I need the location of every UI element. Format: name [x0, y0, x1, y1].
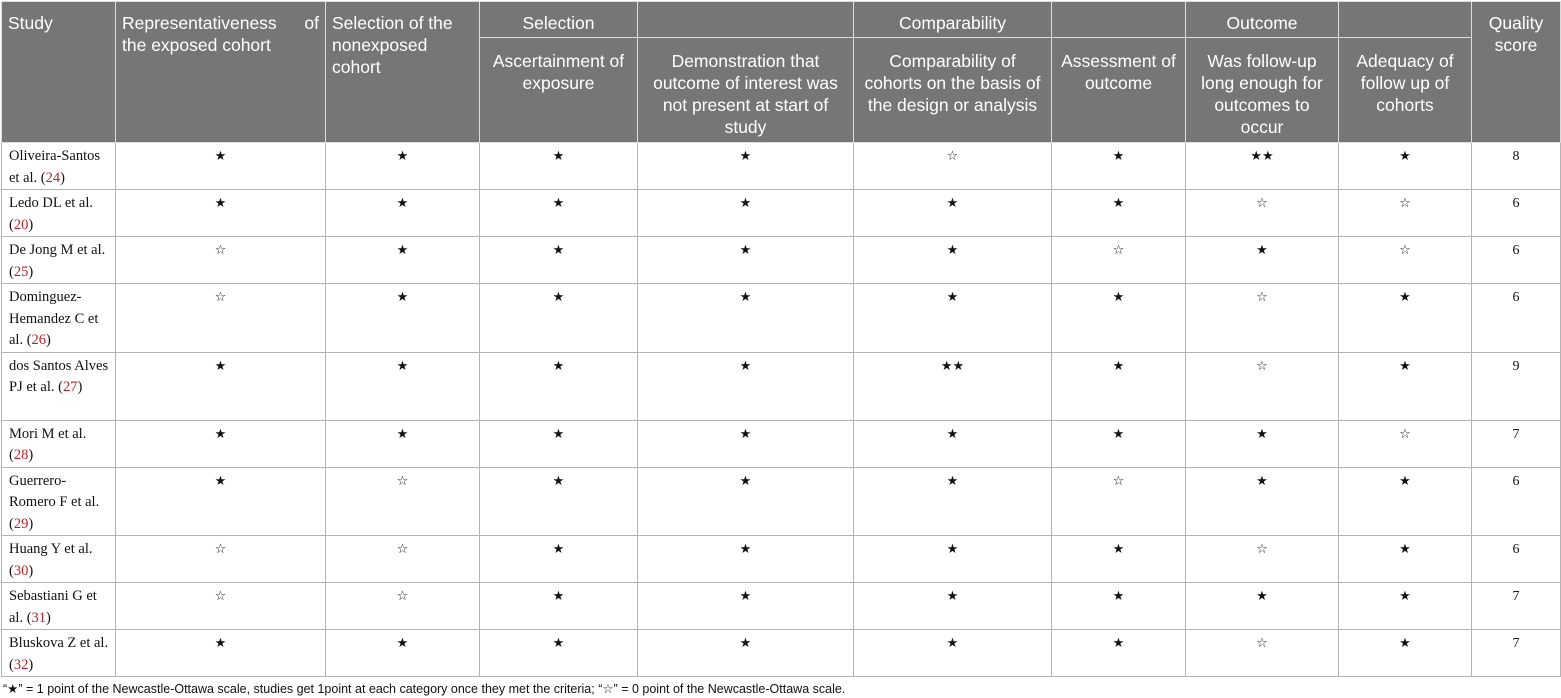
rating-cell — [638, 420, 854, 467]
star-icon: ★ — [1112, 149, 1125, 164]
rating-cell — [480, 284, 638, 353]
star-icon: ★ — [1256, 589, 1268, 604]
study-cell — [2, 143, 116, 190]
star-icon: ★ — [214, 358, 227, 374]
reference-link[interactable]: 32 — [13, 656, 29, 673]
rating-cell — [854, 190, 1052, 237]
quality-score-cell: 9 — [1472, 352, 1561, 420]
rating-cell — [638, 583, 854, 630]
table-row — [2, 143, 1561, 190]
star-icon: ★ — [739, 196, 752, 211]
rating-cell — [1339, 190, 1472, 237]
star-icon: ☆ — [214, 589, 227, 604]
star-icon: ★ — [1112, 636, 1125, 651]
star-icon: ★ — [552, 426, 565, 442]
star-icon: ☆ — [396, 473, 409, 489]
study-cell — [2, 467, 116, 536]
star-icon: ★ — [1256, 243, 1268, 258]
rating-cell — [1339, 420, 1472, 467]
star-icon: ★ — [739, 358, 752, 374]
rating-cell — [326, 237, 480, 284]
star-icon: ★ — [946, 290, 959, 305]
star-icon: ★ — [396, 636, 409, 651]
star-icon: ☆ — [214, 243, 227, 258]
rating-cell — [326, 190, 480, 237]
rating-cell — [1052, 237, 1186, 284]
table-row — [2, 630, 1561, 677]
star-icon: ★ — [552, 636, 565, 651]
rating-cell — [1186, 352, 1339, 420]
star-icon: ☆ — [946, 149, 959, 164]
rating-cell — [638, 190, 854, 237]
star-icon: ★ — [396, 149, 409, 164]
rating-cell — [326, 583, 480, 630]
star-icon: ☆ — [1399, 243, 1411, 258]
star-icon: ★ — [1399, 542, 1411, 557]
star-icon: ★ — [214, 196, 227, 211]
ref-close: ) — [28, 515, 34, 532]
rating-cell — [854, 536, 1052, 583]
star-icon: ★ — [946, 243, 959, 258]
quality-score-cell: 7 — [1472, 420, 1561, 467]
reference-link[interactable]: 25 — [13, 263, 29, 280]
star-icon: ★ — [396, 290, 409, 305]
quality-score-cell: 6 — [1472, 536, 1561, 583]
star-icon: ★★ — [1250, 149, 1274, 164]
rating-cell — [480, 536, 638, 583]
ref-close: ) — [28, 263, 34, 280]
rating-cell — [116, 143, 326, 190]
rating-cell — [1052, 467, 1186, 536]
star-icon: ★ — [946, 636, 959, 651]
reference-link[interactable]: 24 — [45, 169, 61, 186]
table-row — [2, 237, 1561, 284]
rating-cell — [1339, 583, 1472, 630]
rating-cell — [1052, 143, 1186, 190]
table-row — [2, 420, 1561, 467]
reference-link[interactable]: 31 — [31, 609, 47, 626]
rating-cell — [116, 420, 326, 467]
rating-cell — [116, 190, 326, 237]
star-icon: ☆ — [396, 542, 409, 557]
rating-cell — [116, 630, 326, 677]
header-study: Study — [2, 2, 116, 143]
rating-cell — [480, 190, 638, 237]
rating-cell — [638, 284, 854, 353]
rating-cell — [326, 420, 480, 467]
rating-cell — [480, 630, 638, 677]
rating-cell — [326, 630, 480, 677]
ref-close: ) — [60, 169, 65, 186]
header-representativeness: Representativeness of the exposed cohort — [116, 2, 326, 143]
rating-cell — [1052, 352, 1186, 420]
rating-cell — [854, 237, 1052, 284]
header-blank-1 — [638, 2, 854, 38]
star-icon: ★ — [552, 358, 565, 374]
star-icon: ★ — [552, 290, 565, 305]
star-icon: ★ — [396, 426, 409, 442]
star-icon: ☆ — [1399, 426, 1411, 442]
rating-cell — [116, 467, 326, 536]
study-cell — [2, 237, 116, 284]
study-name: Mori M et al. ( — [9, 425, 87, 463]
header-comparability-group: Comparability — [854, 2, 1052, 38]
star-icon: ★ — [1112, 426, 1125, 442]
star-icon: ☆ — [214, 290, 227, 305]
study-name: Ledo DL et al. ( — [9, 195, 94, 233]
study-cell — [2, 536, 116, 583]
star-icon: ★ — [1112, 358, 1125, 374]
study-name: Guerrero-Romero F et al. ( — [9, 472, 100, 532]
rating-cell — [1186, 420, 1339, 467]
star-icon: ☆ — [1112, 243, 1125, 258]
header-ascertainment: Ascertainment of exposure — [480, 38, 638, 143]
star-icon: ★ — [946, 589, 959, 604]
header-assessment: Assessment of outcome — [1052, 38, 1186, 143]
quality-score-cell: 6 — [1472, 190, 1561, 237]
rating-cell — [1186, 536, 1339, 583]
rating-cell — [638, 630, 854, 677]
rating-cell — [1186, 583, 1339, 630]
rating-cell — [1186, 190, 1339, 237]
star-icon: ★ — [739, 149, 752, 164]
ref-close: ) — [46, 609, 51, 626]
rating-cell — [116, 352, 326, 420]
star-icon: ★ — [1112, 542, 1125, 557]
ref-close: ) — [28, 562, 34, 579]
rating-cell — [1339, 536, 1472, 583]
quality-score-cell: 8 — [1472, 143, 1561, 190]
rating-cell — [854, 467, 1052, 536]
star-icon: ★ — [552, 243, 565, 258]
quality-score-cell: 6 — [1472, 467, 1561, 536]
star-icon: ★ — [739, 542, 752, 557]
rating-cell — [480, 143, 638, 190]
rating-cell — [480, 420, 638, 467]
star-icon: ★ — [739, 426, 752, 442]
header-quality-score: Quality score — [1472, 2, 1561, 143]
star-icon: ☆ — [214, 542, 227, 557]
study-cell — [2, 583, 116, 630]
star-icon: ★ — [1112, 589, 1125, 604]
study-name: Sebastiani G et al. ( — [9, 588, 97, 626]
rating-cell — [1339, 467, 1472, 536]
star-icon: ☆ — [1256, 290, 1268, 305]
star-icon: ★ — [552, 473, 565, 489]
star-icon: ★ — [1399, 290, 1411, 305]
header-selection-nonexposed: Selection of the nonexposed cohort — [326, 2, 480, 143]
star-icon: ★ — [396, 196, 409, 211]
star-icon: ★ — [1399, 358, 1411, 374]
quality-assessment-table — [1, 1, 1561, 677]
reference-link[interactable]: 26 — [31, 332, 47, 348]
rating-cell — [638, 467, 854, 536]
rating-cell — [854, 284, 1052, 353]
study-cell — [2, 630, 116, 677]
reference-link[interactable]: 27 — [62, 379, 78, 395]
rating-cell — [638, 352, 854, 420]
ref-close: ) — [28, 656, 34, 673]
reference-link[interactable]: 30 — [13, 562, 29, 579]
star-icon: ★ — [396, 358, 409, 374]
rating-cell — [1339, 352, 1472, 420]
reference-link[interactable]: 29 — [13, 515, 29, 532]
star-icon: ★ — [1399, 589, 1411, 604]
star-icon: ★ — [946, 473, 959, 489]
study-name: Oliveira-Santos et al. ( — [9, 148, 101, 186]
rating-cell — [1339, 237, 1472, 284]
star-icon: ☆ — [1256, 542, 1268, 557]
star-icon: ★ — [552, 149, 565, 164]
rating-cell — [854, 420, 1052, 467]
table-row — [2, 583, 1561, 630]
header-follow-up-length: Was follow-up long enough for outcomes to occur — [1186, 38, 1339, 143]
rating-cell — [1052, 284, 1186, 353]
study-cell — [2, 420, 116, 467]
table-row — [2, 190, 1561, 237]
star-icon: ★★ — [940, 358, 965, 374]
rating-cell — [638, 143, 854, 190]
quality-score-cell: 6 — [1472, 237, 1561, 284]
reference-link[interactable]: 20 — [13, 216, 29, 233]
rating-cell — [1186, 467, 1339, 536]
star-icon: ★ — [946, 426, 959, 442]
star-icon: ★ — [214, 426, 227, 442]
study-name: De Jong M et al. ( — [9, 242, 106, 280]
study-cell — [2, 352, 116, 420]
rating-cell — [480, 352, 638, 420]
header-demonstration: Demonstration that outcome of interest was not present at start of study — [638, 38, 854, 143]
rating-cell — [854, 143, 1052, 190]
star-icon: ☆ — [1399, 196, 1411, 211]
star-icon: ☆ — [396, 589, 409, 604]
star-icon: ★ — [1399, 149, 1411, 164]
rating-cell — [1339, 143, 1472, 190]
star-icon: ★ — [1256, 473, 1268, 489]
rating-cell — [1052, 630, 1186, 677]
star-icon: ☆ — [1112, 473, 1125, 489]
rating-cell — [1052, 420, 1186, 467]
rating-cell — [1186, 284, 1339, 353]
rating-cell — [116, 237, 326, 284]
reference-link[interactable]: 28 — [13, 447, 29, 463]
rating-cell — [638, 536, 854, 583]
star-icon: ☆ — [1256, 196, 1268, 211]
ref-close: ) — [28, 447, 34, 463]
ref-close: ) — [46, 332, 51, 348]
rating-cell — [480, 237, 638, 284]
header-blank-2 — [1052, 2, 1186, 38]
rating-cell — [638, 237, 854, 284]
rating-cell — [326, 352, 480, 420]
rating-cell — [326, 284, 480, 353]
rating-cell — [326, 143, 480, 190]
star-icon: ★ — [739, 589, 752, 604]
ref-close: ) — [77, 379, 83, 395]
rating-cell — [1186, 237, 1339, 284]
quality-score-cell: 7 — [1472, 630, 1561, 677]
table-row — [2, 284, 1561, 353]
table-row — [2, 536, 1561, 583]
study-name: Huang Y et al. ( — [9, 541, 93, 579]
star-icon: ★ — [946, 196, 959, 211]
header-comparability-basis: Comparability of cohorts on the basis of the design or analysis — [854, 38, 1052, 143]
rating-cell — [854, 583, 1052, 630]
rating-cell — [1052, 536, 1186, 583]
table-row — [2, 352, 1561, 420]
star-icon: ★ — [552, 589, 565, 604]
star-icon: ★ — [1399, 636, 1411, 651]
header-selection-group: Selection — [480, 2, 638, 38]
ref-close: ) — [28, 216, 34, 233]
star-icon: ☆ — [1256, 636, 1268, 651]
rating-cell — [326, 536, 480, 583]
star-icon: ★ — [214, 636, 227, 651]
quality-score-cell: 6 — [1472, 284, 1561, 353]
rating-cell — [480, 583, 638, 630]
header-blank-3 — [1339, 2, 1472, 38]
star-icon: ★ — [946, 542, 959, 557]
rating-cell — [1186, 143, 1339, 190]
rating-cell — [1052, 190, 1186, 237]
star-icon: ★ — [739, 290, 752, 305]
rating-cell — [116, 583, 326, 630]
rating-cell — [854, 630, 1052, 677]
rating-cell — [1052, 583, 1186, 630]
star-icon: ★ — [739, 636, 752, 651]
star-icon: ★ — [1112, 290, 1125, 305]
rating-cell — [1339, 284, 1472, 353]
star-icon: ★ — [1399, 473, 1411, 489]
rating-cell — [116, 284, 326, 353]
rating-cell — [854, 352, 1052, 420]
star-icon: ★ — [552, 542, 565, 557]
star-icon: ★ — [1112, 196, 1125, 211]
table-row — [2, 467, 1561, 536]
star-icon: ★ — [739, 243, 752, 258]
rating-cell — [480, 467, 638, 536]
star-icon: ★ — [1256, 426, 1268, 442]
rating-cell — [1186, 630, 1339, 677]
rating-cell — [1339, 630, 1472, 677]
study-name: dos Santos Alves PJ et al. ( — [9, 357, 109, 395]
study-cell — [2, 284, 116, 353]
star-icon: ★ — [739, 473, 752, 489]
rating-cell — [326, 467, 480, 536]
study-name: Dominguez-Hemandez C et al. ( — [9, 289, 99, 348]
star-icon: ☆ — [1256, 358, 1268, 374]
table-footnote: “★” = 1 point of the Newcastle-Ottawa scale, studies get 1point at each category once they met the criteria; “☆” = 0 point of the Newcastle-Ottawa scale. — [3, 682, 846, 696]
study-cell — [2, 190, 116, 237]
star-icon: ★ — [214, 473, 227, 489]
quality-score-cell: 7 — [1472, 583, 1561, 630]
star-icon: ★ — [396, 243, 409, 258]
star-icon: ★ — [552, 196, 565, 211]
header-adequacy: Adequacy of follow up of cohorts — [1339, 38, 1472, 143]
header-outcome-group: Outcome — [1186, 2, 1339, 38]
star-icon: ★ — [214, 149, 227, 164]
study-name: Bluskova Z et al. ( — [9, 635, 109, 673]
rating-cell — [116, 536, 326, 583]
